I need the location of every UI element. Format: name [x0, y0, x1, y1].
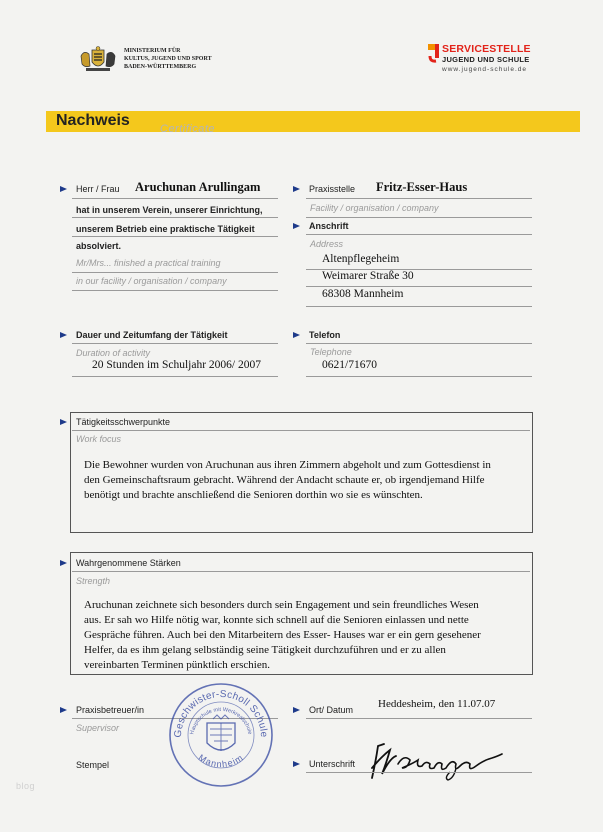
divider: [72, 217, 278, 218]
duration-label: Dauer und Zeitumfang der Tätigkeit: [76, 330, 228, 340]
person-text: unserem Betrieb eine praktische Tätigkeit: [76, 224, 255, 234]
place-date-value: Heddesheim, den 11.07.07: [378, 698, 496, 710]
arrow-icon: [60, 186, 67, 192]
divider: [72, 376, 278, 377]
text-line: den Gemeinschaftsraum gebracht. Während der Andacht schaute er, ob irgendjemand Hilfe: [84, 474, 485, 486]
address-line: Weimarer Straße 30: [322, 270, 414, 282]
divider: [72, 343, 278, 344]
divider: [306, 198, 532, 199]
school-stamp: [167, 681, 275, 789]
address-label: Anschrift: [309, 221, 349, 231]
ministry-logo: [78, 46, 118, 74]
ministry-name: [124, 47, 212, 71]
servicestelle-url: www.jugend-schule.de: [442, 66, 528, 73]
work-focus-label: Tätigkeitsschwerpunkte: [76, 417, 171, 427]
divider: [306, 286, 532, 287]
divider: [72, 571, 530, 572]
divider: [306, 376, 532, 377]
work-focus-text: [84, 458, 528, 503]
work-focus-eng: Work focus: [76, 434, 122, 444]
divider: [306, 234, 532, 235]
address-line: 68308 Mannheim: [322, 288, 404, 300]
ministry-line: MINISTERIUM FÜR: [124, 48, 181, 54]
svg-text:Mannheim: [197, 752, 246, 769]
divider: [72, 236, 278, 237]
arrow-icon: [60, 332, 67, 338]
arrow-icon: [60, 419, 67, 425]
praxis-eng: Facility / organisation / company: [310, 203, 439, 213]
address-eng: Address: [310, 239, 344, 249]
person-name: Aruchunan Arullingam: [135, 180, 261, 194]
arrow-icon: [293, 332, 300, 338]
text-line: Die Bewohner wurden von Aruchunan aus ihren Zimmern abgeholt und zum Gottesdienst in: [84, 459, 491, 471]
stamp-seal-icon: [167, 681, 275, 789]
praxis-value: Fritz-Esser-Haus: [376, 180, 468, 194]
arrow-icon: [293, 761, 300, 767]
duration-eng: Duration of activity: [76, 348, 151, 358]
text-line: Aruchunan zeichnete sich besonders durch sein Engagement und sein freundliches Wesen: [84, 599, 479, 611]
place-date-label: Ort/ Datum: [309, 705, 354, 715]
telephone-label: Telefon: [309, 330, 341, 340]
handwritten-signature: [368, 738, 508, 784]
supervisor-label: Praxisbetreuer/in: [76, 705, 145, 715]
text-line: vereinbarten Terminen pünktlich erschien.: [84, 659, 270, 671]
divider: [72, 430, 530, 431]
ministry-line: BADEN-WÜRTTEMBERG: [124, 64, 197, 70]
divider: [306, 718, 532, 719]
arrow-icon: [60, 707, 67, 713]
person-eng: in our facility / organisation / company: [76, 276, 227, 286]
watermark: blog: [16, 781, 36, 791]
page-title: Nachweis: [56, 112, 130, 129]
divider: [306, 306, 532, 307]
signature-drawing-icon: [368, 738, 508, 784]
stamp-label: Stempel: [76, 760, 110, 770]
telephone-value: 0621/71670: [322, 359, 377, 371]
person-eng: Mr/Mrs... finished a practical training: [76, 258, 221, 268]
divider: [306, 772, 532, 773]
text-line: Helfer, da es ihm gelang selbständig seine Tätigkeit durchzuführen und er zu allen: [84, 644, 446, 656]
servicestelle-title: SERVICESTELLE: [442, 43, 531, 55]
arrow-icon: [293, 186, 300, 192]
arrow-icon: [293, 707, 300, 713]
divider: [72, 272, 278, 273]
stamp-bottom-text: Mannheim: [196, 752, 246, 770]
text-line: Gespräche führen. Auch bei den Mitarbeitern des Esser- Hauses war er ein gern gesehener: [84, 629, 481, 641]
stamp-top-text: Geschwister-Scholl Schule: [172, 688, 270, 738]
divider: [72, 198, 278, 199]
text-line: aus. Er sah wo Hilfe nötig war, konnte sich schnell auf die Senioren einlassen und nette: [84, 614, 469, 626]
supervisor-eng: Supervisor: [76, 723, 120, 733]
servicestelle-mark-icon: [428, 44, 440, 64]
person-text: hat in unserem Verein, unserer Einrichtung,: [76, 205, 263, 215]
duration-value: 20 Stunden im Schuljahr 2006/ 2007: [92, 359, 261, 371]
strength-eng: Strength: [76, 576, 111, 586]
divider: [72, 290, 278, 291]
divider: [306, 343, 532, 344]
signature-label: Unterschrift: [309, 759, 356, 769]
arrow-icon: [60, 560, 67, 566]
servicestelle-logo: [428, 44, 440, 64]
divider: [306, 217, 532, 218]
address-line: Altenpflegeheim: [322, 253, 400, 265]
page-subtitle: Certificate: [160, 123, 216, 135]
servicestelle-subtitle: JUGEND UND SCHULE: [442, 55, 530, 64]
person-label: Herr / Frau: [76, 184, 120, 194]
coat-of-arms-icon: [78, 46, 118, 74]
praxis-label: Praxisstelle: [309, 184, 356, 194]
stamp-inner-text: Hauptschule mit Werkrealschule: [189, 706, 253, 736]
ministry-line: KULTUS, JUGEND UND SPORT: [124, 56, 212, 62]
text-line: benötigt und brachte anschließend die Senioren dorthin wo sie es wünschten.: [84, 489, 423, 501]
strength-label: Wahrgenommene Stärken: [76, 558, 181, 568]
strength-text: [84, 598, 528, 673]
telephone-eng: Telephone: [310, 347, 352, 357]
arrow-icon: [293, 223, 300, 229]
person-text: absolviert.: [76, 241, 122, 251]
